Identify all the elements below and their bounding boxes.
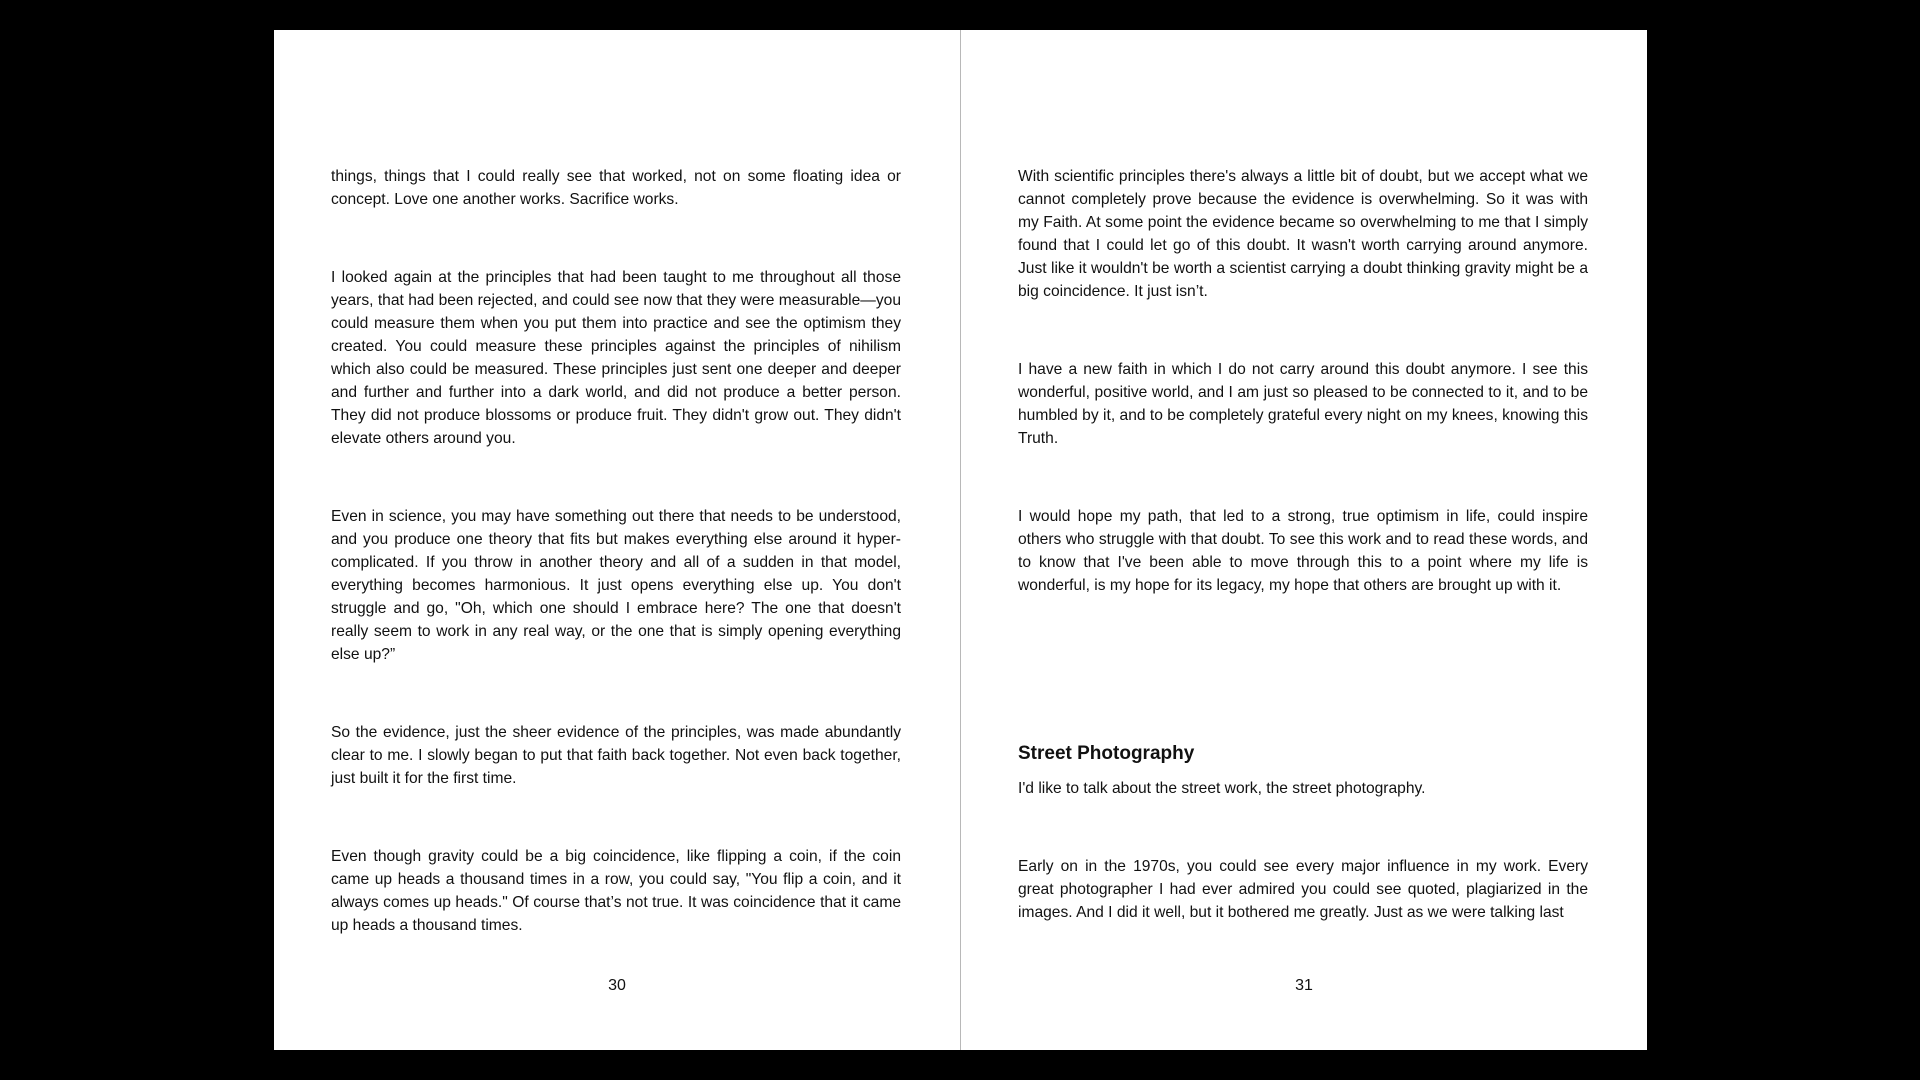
body-paragraph: things, things that I could really see that worked, not on some floating idea or concept. Love one another works. Sacrifice works. (331, 168, 901, 208)
right-page (961, 30, 1647, 1050)
page-number: 30 (608, 977, 626, 994)
page-number: 31 (1295, 977, 1313, 994)
left-page-body (331, 165, 901, 992)
body-paragraph: I'd like to talk about the street work, the street photography. (1018, 780, 1426, 797)
body-paragraph: I looked again at the principles that had been taught to me throughout all those years, that had been rejected, and could see now that they were measurable—you could measure them when you put them into practice and see the optimism they created. You could measure these principles against the principles of nihilism which also could be measured. These principles just sent one deeper and deeper and further and further into a dark world, and did not produce a better person. They did not produce blossoms or produce fruit. They didn't grow out. They didn't elevate others around you. (331, 269, 901, 447)
body-paragraph: Even though gravity could be a big coincidence, like flipping a coin, if the coin came up heads a thousand times in a row, you could say, "You flip a coin, and it always comes up heads." Of course that’s not true. It was coincidence that it came up heads a thousand times. (331, 848, 901, 934)
body-paragraph: Even in science, you may have something out there that needs to be understood, and you produce one theory that fits but makes everything else around it hyper-complicated. If you throw in another theory and all of a sudden in that model, everything becomes harmonious. It just opens everything else up. You don't struggle and go, "Oh, which one should I embrace here? The one that doesn't really seem to work in any real way, or the one that is simply opening everything else up?” (331, 508, 901, 663)
body-paragraph: Early on in the 1970s, you could see every major influence in my work. Every great photographer I had ever admired you could see quoted, plagiarized in the images. And I did it well, but it bothered me greatly. Just as we were talking last (1018, 858, 1588, 921)
section-heading: Street Photography (1018, 743, 1195, 764)
right-page-body (1018, 165, 1588, 979)
body-paragraph: I have a new faith in which I do not carry around this doubt anymore. I see this wonderful, positive world, and I am just so pleased to be connected to it, and to be humbled by it, and to be completely grateful every night on my knees, knowing this Truth. (1018, 361, 1588, 447)
body-paragraph: I would hope my path, that led to a strong, true optimism in life, could inspire others who struggle with that doubt. To see this work and to read these words, and to know that I've been able to move through this to a point where my life is wonderful, is my hope for its legacy, my hope that others are brought up with it. (1018, 508, 1588, 594)
body-paragraph: With scientific principles there's always a little bit of doubt, but we accept what we cannot completely prove because the evidence is overwhelming. So it was with my Faith. At some point the evidence became so overwhelming to me that I simply found that I could let go of this doubt. It wasn't worth carrying around anymore. Just like it wouldn't be worth a scientist carrying a doubt thinking gravity might be a big coincidence. It just isn’t. (1018, 168, 1588, 300)
body-paragraph: So the evidence, just the sheer evidence of the principles, was made abundantly clear to me. I slowly began to put that faith back together. Not even back together, just built it for the first time. (331, 724, 901, 787)
left-page (274, 30, 960, 1050)
